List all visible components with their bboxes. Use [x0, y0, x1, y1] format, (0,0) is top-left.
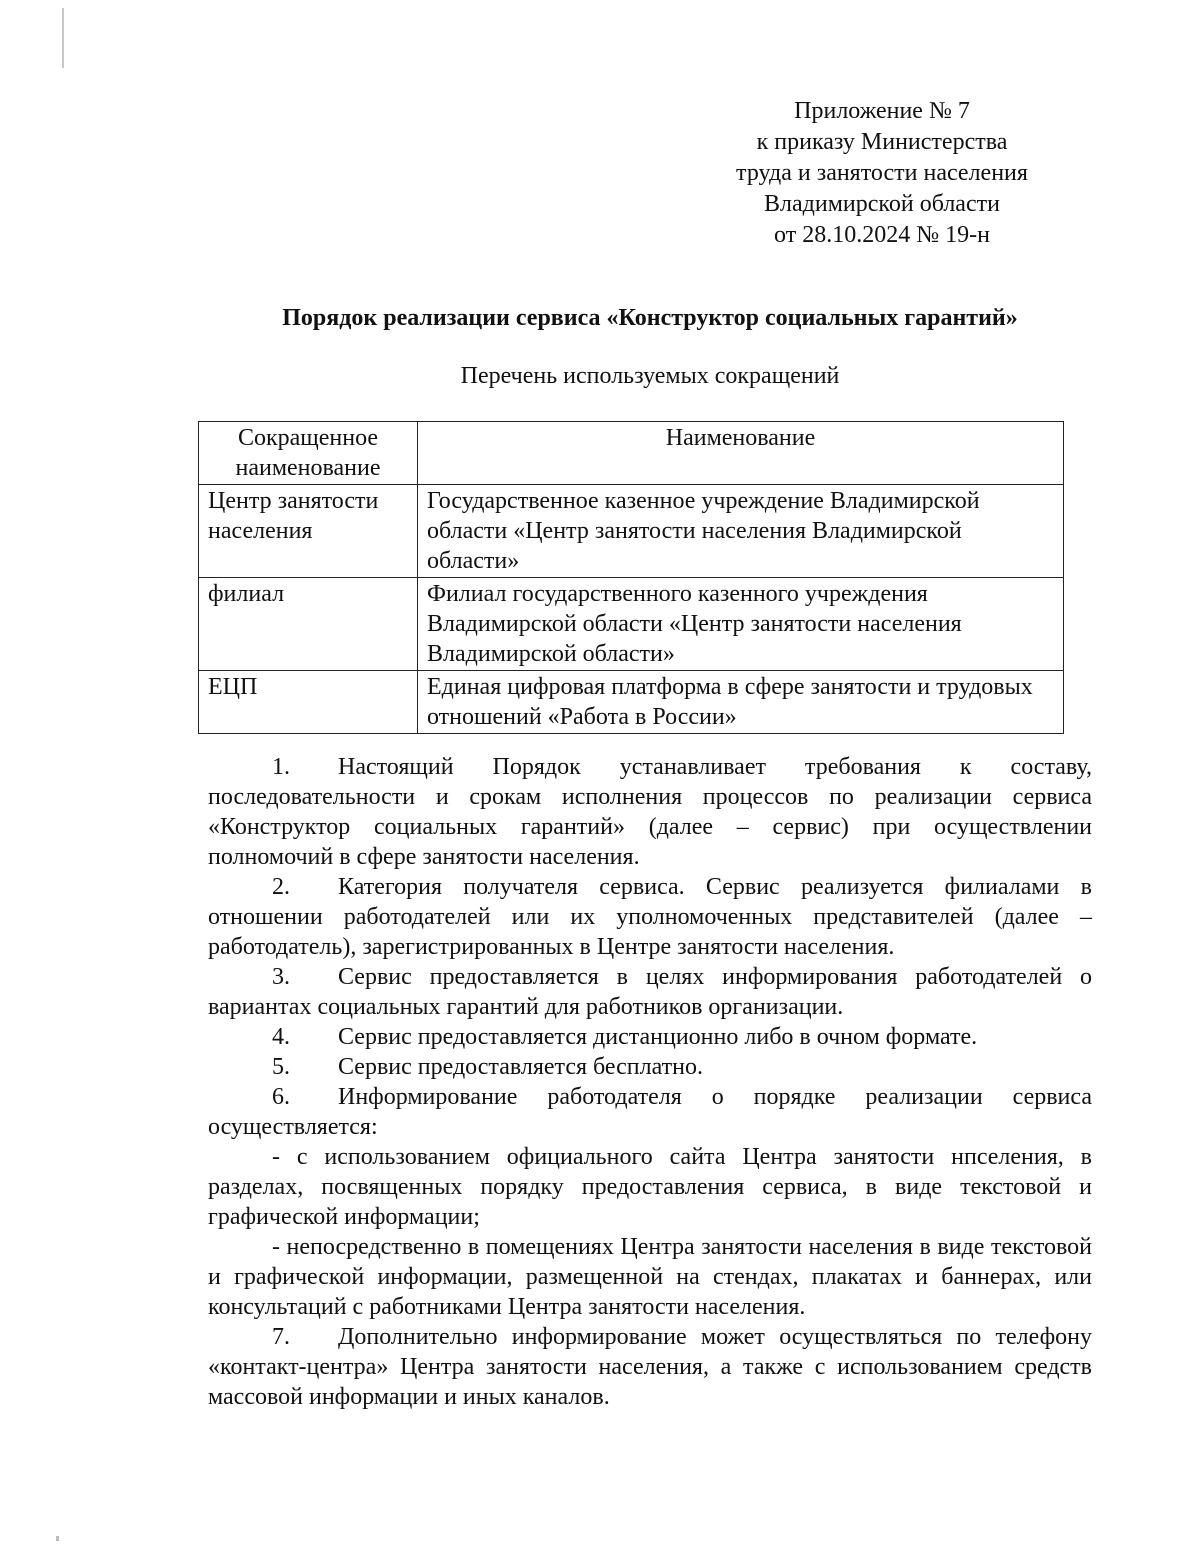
appendix-line: к приказу Министерства: [756, 129, 1008, 155]
table-cell-full: Филиал государственного казенного учреждения Владимирской области «Центр занятости населения Владимирской области»: [418, 578, 1064, 671]
document-title: Порядок реализации сервиса «Конструктор социальных гарантий»: [282, 305, 1018, 331]
paragraph-text: Сервис предоставляется бесплатно.: [338, 1054, 703, 1080]
list-item: [208, 1142, 1092, 1232]
table-row: [199, 578, 1064, 671]
table-cell-short: ЕЦП: [199, 671, 418, 734]
paragraph-number: 4.: [272, 1024, 290, 1050]
table-row: [199, 671, 1064, 734]
paragraph-number: 6.: [272, 1084, 290, 1110]
table-header-row: [199, 422, 1064, 485]
abbreviations-table: [198, 421, 1064, 734]
table-cell-full: Государственное казенное учреждение Владимирской области «Центр занятости населения Владимирской области»: [418, 485, 1064, 578]
paragraph: [208, 962, 1092, 1022]
paragraph-number: 5.: [272, 1054, 290, 1080]
table-row: [199, 485, 1064, 578]
paragraph: [208, 1022, 1092, 1052]
scan-artifact-line: [62, 8, 64, 68]
table-cell-full: Единая цифровая платформа в сфере занятости и трудовых отношений «Работа в России»: [418, 671, 1064, 734]
paragraph-number: 7.: [272, 1324, 290, 1350]
document-body: [208, 752, 1092, 1412]
paragraph-text: Информирование работодателя о порядке реализации сервиса осуществляется:: [208, 1084, 1092, 1140]
paragraph-text: Настоящий Порядок устанавливает требования к составу, последовательности и срокам исполнения процессов по реализации сервиса «Конструктор социальных гарантий» (далее – сервис) при осуществлении полномочий в сфере занятости населения.: [208, 754, 1092, 870]
paragraph-number: 3.: [272, 964, 290, 990]
list-item: [208, 1232, 1092, 1322]
paragraph-text: Сервис предоставляется дистанционно либо в очном формате.: [338, 1024, 978, 1050]
paragraph: [208, 1052, 1092, 1082]
appendix-line: труда и занятости населения: [736, 160, 1028, 186]
paragraph: [208, 752, 1092, 872]
appendix-line: от 28.10.2024 № 19-н: [774, 222, 990, 248]
appendix-block: [700, 96, 1064, 251]
paragraph-number: 2.: [272, 874, 290, 900]
list-item-text: - с использованием официального сайта Центра занятости нпселения, в разделах, посвященных порядку предоставления сервиса, в виде текстовой и графической информации;: [208, 1144, 1092, 1230]
abbreviations-heading: Перечень используемых сокращений: [460, 363, 840, 389]
appendix-line: Приложение № 7: [794, 98, 970, 124]
paragraph: [208, 1322, 1092, 1412]
list-item-text: - непосредственно в помещениях Центра занятости населения в виде текстовой и графической информации, размещенной на стендах, плакатах и баннерах, или консультаций с работниками Центра занятости населения.: [208, 1234, 1092, 1320]
paragraph-number: 1.: [272, 754, 290, 780]
paragraph-text: Категория получателя сервиса. Сервис реализуется филиалами в отношении работодателей или их уполномоченных представителей (далее – работодатель), зарегистрированных в Центре занятости населения.: [208, 874, 1092, 960]
paragraph: [208, 1082, 1092, 1142]
column-header-short-name: Сокращенное наименование: [199, 422, 418, 485]
column-header-full-name: Наименование: [418, 422, 1064, 485]
paragraph-text: Дополнительно информирование может осуществляться по телефону «контакт-центра» Центра занятости населения, а также с использованием средств массовой информации и иных каналов.: [208, 1324, 1092, 1410]
table-cell-short: филиал: [199, 578, 418, 671]
scan-artifact-dot: [56, 1536, 59, 1541]
paragraph-text: Сервис предоставляется в целях информирования работодателей о вариантах социальных гарантий для работников организации.: [208, 964, 1092, 1020]
table-cell-short: Центр занятости населения: [199, 485, 418, 578]
appendix-line: Владимирской области: [764, 191, 1000, 217]
paragraph: [208, 872, 1092, 962]
